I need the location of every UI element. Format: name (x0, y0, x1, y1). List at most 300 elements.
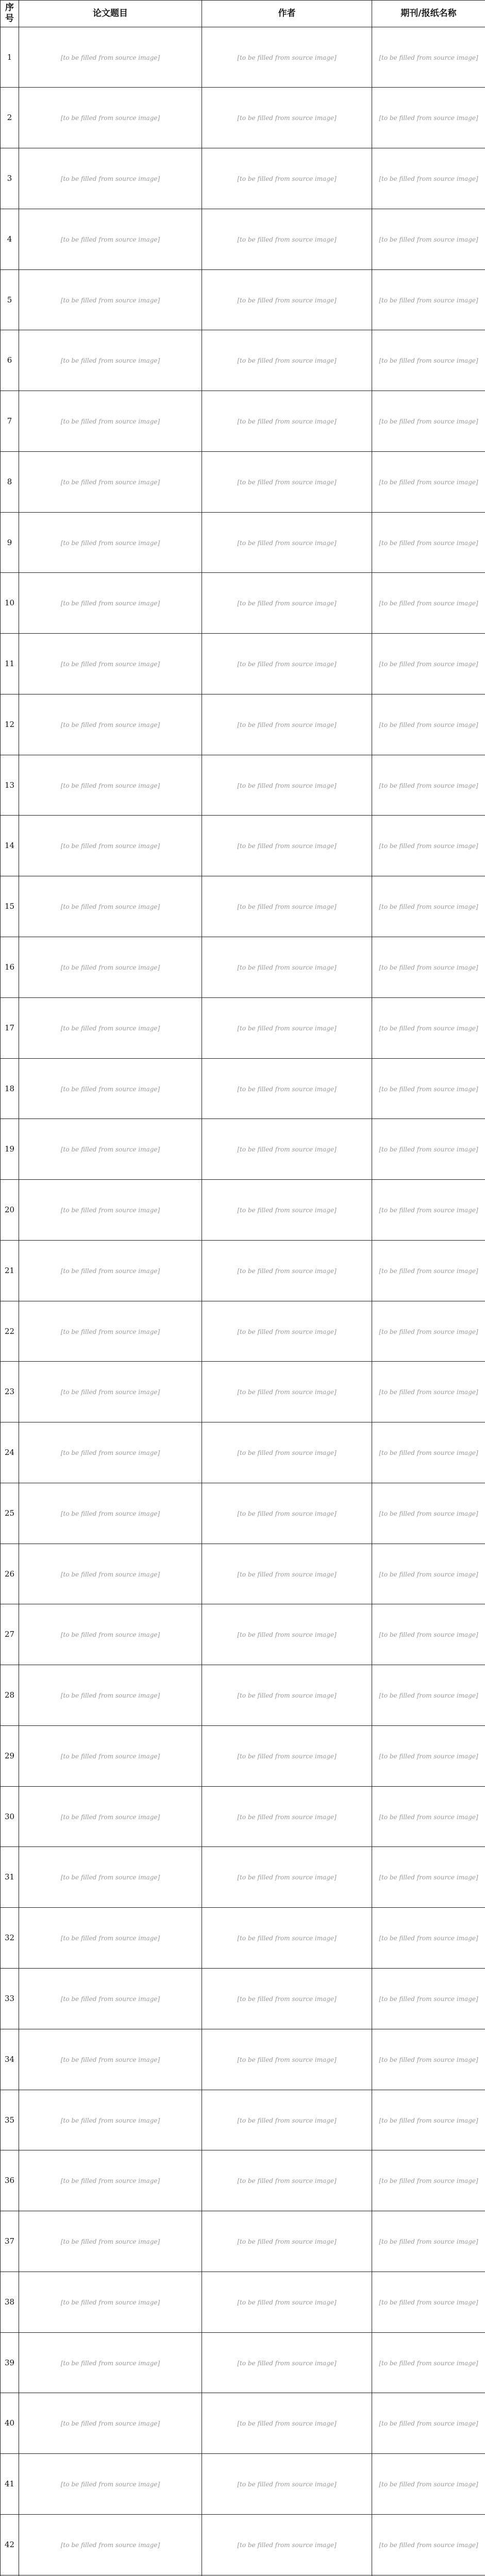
table-row (1, 1119, 485, 1180)
paper-authors (202, 997, 372, 1058)
paper-authors (202, 1240, 372, 1301)
paper-title (19, 1483, 202, 1544)
paper-authors (202, 694, 372, 755)
paper-authors (202, 1604, 372, 1665)
placeholder-text: [to be filled from source image] (379, 1510, 478, 1517)
row-number: 11 (1, 634, 19, 694)
placeholder-text: [to be filled from source image] (379, 1449, 478, 1457)
placeholder-text: [to be filled from source image] (237, 660, 337, 668)
placeholder-text: [to be filled from source image] (60, 2298, 160, 2306)
placeholder-text: [to be filled from source image] (60, 1085, 160, 1093)
row-number: 27 (1, 1604, 19, 1665)
paper-authors (202, 1119, 372, 1180)
paper-title (19, 1725, 202, 1786)
row-number: 18 (1, 1058, 19, 1119)
paper-authors (202, 2272, 372, 2332)
paper-title (19, 2514, 202, 2575)
journal-name (372, 2272, 485, 2332)
placeholder-text: [to be filled from source image] (237, 1146, 337, 1154)
placeholder-text: [to be filled from source image] (379, 1146, 478, 1154)
journal-name (372, 573, 485, 634)
row-number: 25 (1, 1483, 19, 1544)
row-number: 5 (1, 269, 19, 330)
placeholder-text: [to be filled from source image] (237, 2177, 337, 2185)
table-row (1, 2029, 485, 2090)
journal-name (372, 1908, 485, 1969)
table-row (1, 269, 485, 330)
table-row (1, 451, 485, 512)
table-row (1, 634, 485, 694)
journal-name (372, 88, 485, 148)
placeholder-text: [to be filled from source image] (237, 2298, 337, 2306)
placeholder-text: [to be filled from source image] (60, 2056, 160, 2063)
row-number: 9 (1, 512, 19, 573)
row-number: 37 (1, 2211, 19, 2272)
paper-title (19, 573, 202, 634)
placeholder-text: [to be filled from source image] (60, 2541, 160, 2549)
paper-title (19, 2150, 202, 2211)
placeholder-text: [to be filled from source image] (237, 1631, 337, 1639)
row-number: 24 (1, 1422, 19, 1483)
placeholder-text: [to be filled from source image] (237, 963, 337, 971)
placeholder-text: [to be filled from source image] (60, 1449, 160, 1457)
row-number: 7 (1, 391, 19, 452)
placeholder-text: [to be filled from source image] (60, 418, 160, 426)
placeholder-text: [to be filled from source image] (379, 539, 478, 547)
table-row (1, 148, 485, 209)
placeholder-text: [to be filled from source image] (237, 357, 337, 365)
journal-name (372, 2090, 485, 2150)
paper-title (19, 2090, 202, 2150)
table-row (1, 816, 485, 876)
placeholder-text: [to be filled from source image] (237, 478, 337, 486)
placeholder-text: [to be filled from source image] (60, 1388, 160, 1396)
journal-name (372, 816, 485, 876)
placeholder-text: [to be filled from source image] (237, 1752, 337, 1760)
placeholder-text: [to be filled from source image] (379, 963, 478, 971)
paper-title (19, 88, 202, 148)
paper-authors (202, 1969, 372, 2029)
paper-authors (202, 2332, 372, 2393)
journal-name (372, 1422, 485, 1483)
placeholder-text: [to be filled from source image] (60, 114, 160, 122)
placeholder-text: [to be filled from source image] (60, 721, 160, 728)
placeholder-text: [to be filled from source image] (237, 1995, 337, 2003)
table-row (1, 1908, 485, 1969)
placeholder-text: [to be filled from source image] (60, 963, 160, 971)
placeholder-text: [to be filled from source image] (237, 1085, 337, 1093)
header-no: 序号 (1, 1, 19, 27)
placeholder-text: [to be filled from source image] (379, 1024, 478, 1032)
placeholder-text: [to be filled from source image] (379, 235, 478, 243)
journal-name (372, 2393, 485, 2454)
table-row (1, 1969, 485, 2029)
placeholder-text: [to be filled from source image] (60, 1631, 160, 1639)
row-number: 31 (1, 1847, 19, 1908)
placeholder-text: [to be filled from source image] (60, 1874, 160, 1882)
table-row (1, 1665, 485, 1726)
row-number: 1 (1, 27, 19, 88)
paper-authors (202, 2150, 372, 2211)
placeholder-text: [to be filled from source image] (237, 1267, 337, 1275)
placeholder-text: [to be filled from source image] (237, 1207, 337, 1214)
journal-name (372, 997, 485, 1058)
placeholder-text: [to be filled from source image] (237, 1388, 337, 1396)
journal-name (372, 2332, 485, 2393)
placeholder-text: [to be filled from source image] (60, 296, 160, 304)
placeholder-text: [to be filled from source image] (379, 357, 478, 365)
table-row (1, 1422, 485, 1483)
row-number: 22 (1, 1301, 19, 1362)
row-number: 4 (1, 209, 19, 269)
paper-authors (202, 209, 372, 269)
paper-title (19, 937, 202, 997)
paper-title (19, 27, 202, 88)
placeholder-text: [to be filled from source image] (237, 1449, 337, 1457)
journal-name (372, 2150, 485, 2211)
row-number: 28 (1, 1665, 19, 1726)
placeholder-text: [to be filled from source image] (379, 903, 478, 911)
paper-authors (202, 2090, 372, 2150)
table-row (1, 391, 485, 452)
table-row (1, 2332, 485, 2393)
table-row (1, 694, 485, 755)
journal-name (372, 1544, 485, 1604)
paper-authors (202, 330, 372, 391)
paper-authors (202, 1725, 372, 1786)
paper-title (19, 876, 202, 937)
table-row (1, 88, 485, 148)
paper-authors (202, 876, 372, 937)
row-number: 19 (1, 1119, 19, 1180)
placeholder-text: [to be filled from source image] (60, 1328, 160, 1335)
placeholder-text: [to be filled from source image] (60, 2116, 160, 2124)
placeholder-text: [to be filled from source image] (379, 660, 478, 668)
table-row (1, 937, 485, 997)
paper-authors (202, 1847, 372, 1908)
paper-title (19, 1969, 202, 2029)
placeholder-text: [to be filled from source image] (379, 1328, 478, 1335)
placeholder-text: [to be filled from source image] (379, 1813, 478, 1821)
placeholder-text: [to be filled from source image] (237, 903, 337, 911)
row-number: 17 (1, 997, 19, 1058)
placeholder-text: [to be filled from source image] (237, 842, 337, 850)
paper-authors (202, 1483, 372, 1544)
row-number: 40 (1, 2393, 19, 2454)
paper-authors (202, 1301, 372, 1362)
journal-name (372, 512, 485, 573)
placeholder-text: [to be filled from source image] (60, 1267, 160, 1275)
placeholder-text: [to be filled from source image] (237, 1328, 337, 1335)
paper-title (19, 634, 202, 694)
journal-name (372, 694, 485, 755)
table-row (1, 573, 485, 634)
placeholder-text: [to be filled from source image] (60, 600, 160, 607)
table-row (1, 209, 485, 269)
placeholder-text: [to be filled from source image] (237, 2420, 337, 2428)
paper-title (19, 1362, 202, 1422)
placeholder-text: [to be filled from source image] (237, 1935, 337, 1942)
placeholder-text: [to be filled from source image] (60, 2481, 160, 2488)
journal-name (372, 876, 485, 937)
paper-title (19, 512, 202, 573)
placeholder-text: [to be filled from source image] (379, 1752, 478, 1760)
paper-title (19, 330, 202, 391)
row-number: 33 (1, 1969, 19, 2029)
journal-name (372, 1786, 485, 1847)
row-number: 10 (1, 573, 19, 634)
paper-title (19, 2211, 202, 2272)
paper-authors (202, 1665, 372, 1726)
placeholder-text: [to be filled from source image] (60, 1813, 160, 1821)
placeholder-text: [to be filled from source image] (237, 1813, 337, 1821)
journal-name (372, 2211, 485, 2272)
journal-name (372, 269, 485, 330)
paper-authors (202, 148, 372, 209)
placeholder-text: [to be filled from source image] (237, 114, 337, 122)
table-row (1, 1786, 485, 1847)
placeholder-text: [to be filled from source image] (237, 721, 337, 728)
paper-authors (202, 269, 372, 330)
placeholder-text: [to be filled from source image] (379, 782, 478, 789)
header-title: 论文题目 (19, 1, 202, 27)
paper-authors (202, 573, 372, 634)
table-row (1, 1240, 485, 1301)
placeholder-text: [to be filled from source image] (60, 478, 160, 486)
table-row (1, 2211, 485, 2272)
journal-name (372, 1969, 485, 2029)
paper-title (19, 1786, 202, 1847)
placeholder-text: [to be filled from source image] (60, 54, 160, 61)
placeholder-text: [to be filled from source image] (379, 2420, 478, 2428)
placeholder-text: [to be filled from source image] (60, 1510, 160, 1517)
row-number: 42 (1, 2514, 19, 2575)
placeholder-text: [to be filled from source image] (379, 1085, 478, 1093)
row-number: 34 (1, 2029, 19, 2090)
paper-title (19, 148, 202, 209)
table-row (1, 1483, 485, 1544)
placeholder-text: [to be filled from source image] (379, 1935, 478, 1942)
placeholder-text: [to be filled from source image] (60, 235, 160, 243)
row-number: 38 (1, 2272, 19, 2332)
paper-authors (202, 27, 372, 88)
placeholder-text: [to be filled from source image] (60, 1146, 160, 1154)
placeholder-text: [to be filled from source image] (379, 1388, 478, 1396)
table-row (1, 2514, 485, 2575)
placeholder-text: [to be filled from source image] (379, 2056, 478, 2063)
paper-title (19, 391, 202, 452)
placeholder-text: [to be filled from source image] (237, 235, 337, 243)
placeholder-text: [to be filled from source image] (379, 478, 478, 486)
placeholder-text: [to be filled from source image] (379, 2116, 478, 2124)
table-row (1, 1301, 485, 1362)
table-row (1, 27, 485, 88)
row-number: 2 (1, 88, 19, 148)
placeholder-text: [to be filled from source image] (237, 296, 337, 304)
table-row (1, 1362, 485, 1422)
journal-name (372, 2454, 485, 2515)
paper-authors (202, 1422, 372, 1483)
placeholder-text: [to be filled from source image] (237, 1692, 337, 1700)
paper-authors (202, 755, 372, 816)
journal-name (372, 755, 485, 816)
placeholder-text: [to be filled from source image] (379, 1874, 478, 1882)
paper-title (19, 1301, 202, 1362)
row-number: 8 (1, 451, 19, 512)
placeholder-text: [to be filled from source image] (379, 54, 478, 61)
journal-name (372, 451, 485, 512)
placeholder-text: [to be filled from source image] (60, 660, 160, 668)
placeholder-text: [to be filled from source image] (60, 2420, 160, 2428)
placeholder-text: [to be filled from source image] (60, 1207, 160, 1214)
placeholder-text: [to be filled from source image] (237, 1570, 337, 1578)
placeholder-text: [to be filled from source image] (60, 539, 160, 547)
row-number: 32 (1, 1908, 19, 1969)
journal-name (372, 391, 485, 452)
journal-name (372, 209, 485, 269)
paper-authors (202, 1544, 372, 1604)
placeholder-text: [to be filled from source image] (60, 903, 160, 911)
paper-title (19, 2454, 202, 2515)
placeholder-text: [to be filled from source image] (237, 1874, 337, 1882)
placeholder-text: [to be filled from source image] (60, 1935, 160, 1942)
journal-name (372, 330, 485, 391)
placeholder-text: [to be filled from source image] (237, 2056, 337, 2063)
placeholder-text: [to be filled from source image] (60, 1024, 160, 1032)
row-number: 26 (1, 1544, 19, 1604)
row-number: 29 (1, 1725, 19, 1786)
journal-name (372, 1362, 485, 1422)
paper-authors (202, 937, 372, 997)
table-header (1, 1, 485, 27)
row-number: 35 (1, 2090, 19, 2150)
paper-authors (202, 2454, 372, 2515)
table-row (1, 876, 485, 937)
placeholder-text: [to be filled from source image] (237, 1510, 337, 1517)
placeholder-text: [to be filled from source image] (379, 2359, 478, 2367)
journal-name (372, 1847, 485, 1908)
paper-title (19, 1058, 202, 1119)
placeholder-text: [to be filled from source image] (60, 782, 160, 789)
row-number: 6 (1, 330, 19, 391)
row-number: 13 (1, 755, 19, 816)
row-number: 16 (1, 937, 19, 997)
placeholder-text: [to be filled from source image] (60, 1570, 160, 1578)
row-number: 20 (1, 1180, 19, 1241)
placeholder-text: [to be filled from source image] (237, 175, 337, 183)
journal-name (372, 1119, 485, 1180)
placeholder-text: [to be filled from source image] (60, 357, 160, 365)
row-number: 30 (1, 1786, 19, 1847)
placeholder-text: [to be filled from source image] (379, 842, 478, 850)
row-number: 14 (1, 816, 19, 876)
paper-title (19, 2029, 202, 2090)
paper-authors (202, 451, 372, 512)
placeholder-text: [to be filled from source image] (379, 2177, 478, 2185)
journal-name (372, 1240, 485, 1301)
table-row (1, 1604, 485, 1665)
row-number: 39 (1, 2332, 19, 2393)
paper-title (19, 209, 202, 269)
paper-title (19, 1847, 202, 1908)
placeholder-text: [to be filled from source image] (379, 2238, 478, 2246)
placeholder-text: [to be filled from source image] (379, 721, 478, 728)
paper-authors (202, 2514, 372, 2575)
placeholder-text: [to be filled from source image] (237, 2481, 337, 2488)
paper-authors (202, 1058, 372, 1119)
placeholder-text: [to be filled from source image] (379, 2298, 478, 2306)
row-number: 41 (1, 2454, 19, 2515)
placeholder-text: [to be filled from source image] (60, 1752, 160, 1760)
table-row (1, 1725, 485, 1786)
journal-name (372, 937, 485, 997)
placeholder-text: [to be filled from source image] (237, 54, 337, 61)
paper-title (19, 1422, 202, 1483)
header-journal: 期刊/报纸名称 (372, 1, 485, 27)
row-number: 21 (1, 1240, 19, 1301)
table-row (1, 1544, 485, 1604)
row-number: 15 (1, 876, 19, 937)
table-row (1, 2393, 485, 2454)
paper-title (19, 2272, 202, 2332)
placeholder-text: [to be filled from source image] (60, 842, 160, 850)
placeholder-text: [to be filled from source image] (237, 2541, 337, 2549)
placeholder-text: [to be filled from source image] (237, 1024, 337, 1032)
table-row (1, 1058, 485, 1119)
row-number: 36 (1, 2150, 19, 2211)
placeholder-text: [to be filled from source image] (60, 2238, 160, 2246)
placeholder-text: [to be filled from source image] (379, 2481, 478, 2488)
paper-title (19, 1240, 202, 1301)
journal-name (372, 2514, 485, 2575)
paper-title (19, 694, 202, 755)
paper-authors (202, 634, 372, 694)
placeholder-text: [to be filled from source image] (60, 2177, 160, 2185)
table-row (1, 2454, 485, 2515)
placeholder-text: [to be filled from source image] (237, 600, 337, 607)
paper-authors (202, 1180, 372, 1241)
placeholder-text: [to be filled from source image] (237, 2238, 337, 2246)
paper-authors (202, 1908, 372, 1969)
journal-name (372, 1665, 485, 1726)
paper-authors (202, 816, 372, 876)
placeholder-text: [to be filled from source image] (60, 1995, 160, 2003)
placeholder-text: [to be filled from source image] (379, 1692, 478, 1700)
paper-title (19, 269, 202, 330)
placeholder-text: [to be filled from source image] (60, 1692, 160, 1700)
placeholder-text: [to be filled from source image] (237, 782, 337, 789)
paper-authors (202, 1362, 372, 1422)
paper-authors (202, 391, 372, 452)
table-row (1, 755, 485, 816)
row-number: 12 (1, 694, 19, 755)
placeholder-text: [to be filled from source image] (237, 2116, 337, 2124)
table-row (1, 1180, 485, 1241)
table-row (1, 330, 485, 391)
journal-name (372, 27, 485, 88)
paper-title (19, 816, 202, 876)
placeholder-text: [to be filled from source image] (379, 1995, 478, 2003)
placeholder-text: [to be filled from source image] (379, 418, 478, 426)
placeholder-text: [to be filled from source image] (379, 1267, 478, 1275)
paper-authors (202, 2211, 372, 2272)
paper-authors (202, 2029, 372, 2090)
journal-name (372, 634, 485, 694)
header-row (1, 1, 485, 27)
placeholder-text: [to be filled from source image] (379, 175, 478, 183)
placeholder-text: [to be filled from source image] (379, 114, 478, 122)
placeholder-text: [to be filled from source image] (237, 418, 337, 426)
